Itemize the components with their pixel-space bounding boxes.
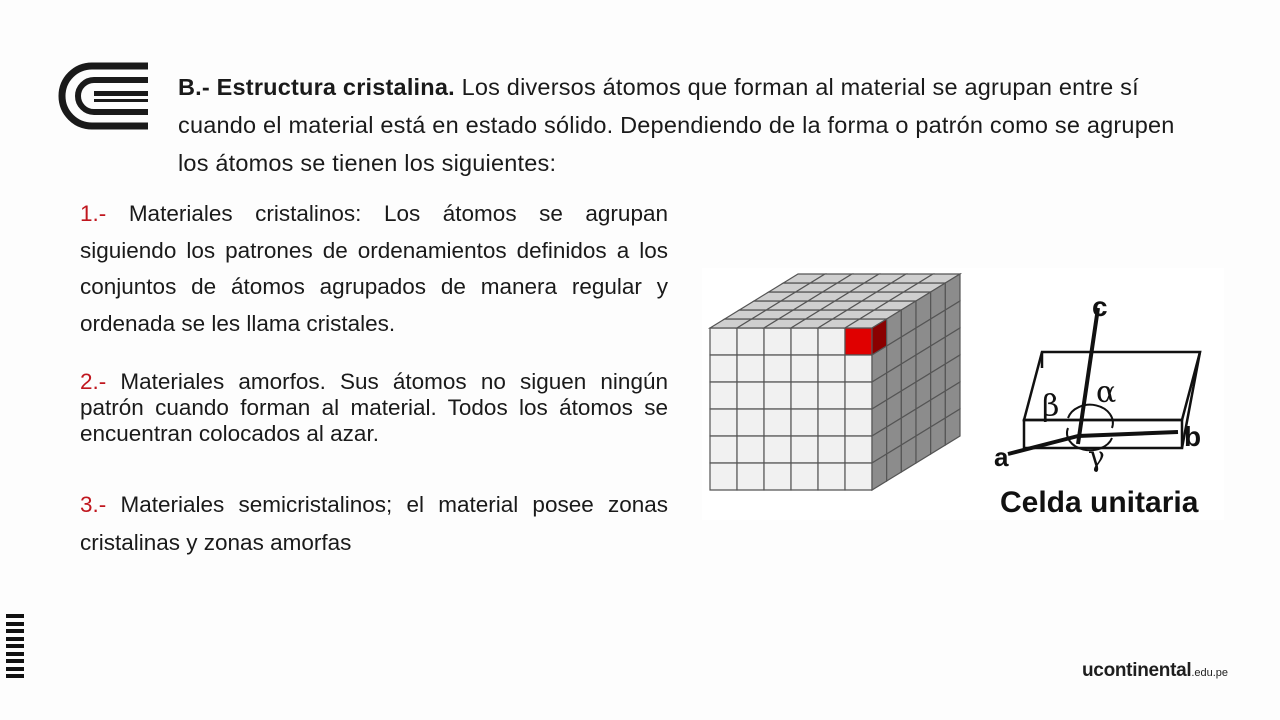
lattice-cell <box>818 328 845 355</box>
lattice-cell <box>791 436 818 463</box>
lattice-cell <box>818 436 845 463</box>
brand-suffix: .edu.pe <box>1191 667 1229 679</box>
item-semicrystalline <box>80 486 668 562</box>
label-alpha: α <box>1096 375 1117 410</box>
item-crystalline <box>80 196 668 342</box>
lattice-cell <box>818 463 845 490</box>
lattice-cell <box>791 355 818 382</box>
lattice-cell <box>791 463 818 490</box>
lattice-cell <box>737 355 764 382</box>
section-heading: B.- Estructura cristalina. <box>178 74 455 100</box>
lattice-cell <box>764 355 791 382</box>
lattice-cell <box>710 382 737 409</box>
lattice-cell <box>710 355 737 382</box>
lattice-cell <box>845 409 872 436</box>
crystal-lattice-cube <box>710 274 960 490</box>
lattice-cell <box>737 463 764 490</box>
lattice-cell <box>818 355 845 382</box>
intro-paragraph <box>178 68 1178 182</box>
item-text: Materiales semicristalinos; el material posee zonas cristalinas y zonas amorfas <box>80 492 668 555</box>
lattice-cell <box>845 382 872 409</box>
label-beta: β <box>1042 389 1060 424</box>
lattice-cell <box>845 436 872 463</box>
lattice-cell <box>764 436 791 463</box>
lattice-cell <box>791 328 818 355</box>
brand-name: ucontinental <box>1082 660 1192 681</box>
lattice-cell <box>764 328 791 355</box>
label-gamma: γ <box>1088 440 1105 473</box>
item-text: Materiales amorfos. Sus átomos no siguen ningún patrón cuando forman al material. Todos los átomos se encuentran colocados al azar. <box>80 369 668 446</box>
lattice-cell <box>791 409 818 436</box>
item-text: Materiales cristalinos: Los átomos se agrupan siguiendo los patrones de ordenamientos definidos a los conjuntos de átomos agrupados de manera regular y ordenada se les llama cristales. <box>80 201 668 336</box>
lattice-cell <box>737 409 764 436</box>
intro-text: Los diversos átomos que forman al material se agrupan entre sí cuando el material está en estado sólido. Dependiendo de la forma o patrón como se agrupen los átomos se tienen los siguientes: <box>178 74 1175 176</box>
lattice-cell <box>764 463 791 490</box>
continental-logo-icon <box>56 62 148 130</box>
lattice-cell <box>710 328 737 355</box>
lattice-cell <box>764 382 791 409</box>
item-number: 2.- <box>80 369 107 394</box>
item-number: 3.- <box>80 492 107 517</box>
lattice-cell <box>818 409 845 436</box>
lattice-cell <box>710 463 737 490</box>
lattice-cell <box>710 409 737 436</box>
lattice-cell <box>710 436 737 463</box>
crystal-figure <box>702 268 1224 520</box>
label-a: a <box>994 442 1009 472</box>
lattice-cell <box>845 355 872 382</box>
lattice-cell <box>737 382 764 409</box>
brand-footer <box>1082 660 1228 682</box>
lattice-cell <box>764 409 791 436</box>
lattice-cell <box>737 436 764 463</box>
item-amorphous <box>80 369 668 447</box>
unit-cell-front <box>845 328 872 355</box>
lattice-cell <box>737 328 764 355</box>
lattice-cell <box>845 463 872 490</box>
lattice-cell <box>791 382 818 409</box>
item-number: 1.- <box>80 201 107 226</box>
figure-caption: Celda unitaria <box>1000 486 1199 519</box>
lattice-cell <box>818 382 845 409</box>
label-c: c <box>1092 291 1108 322</box>
label-b: b <box>1184 421 1202 452</box>
stripes-icon <box>6 614 24 678</box>
